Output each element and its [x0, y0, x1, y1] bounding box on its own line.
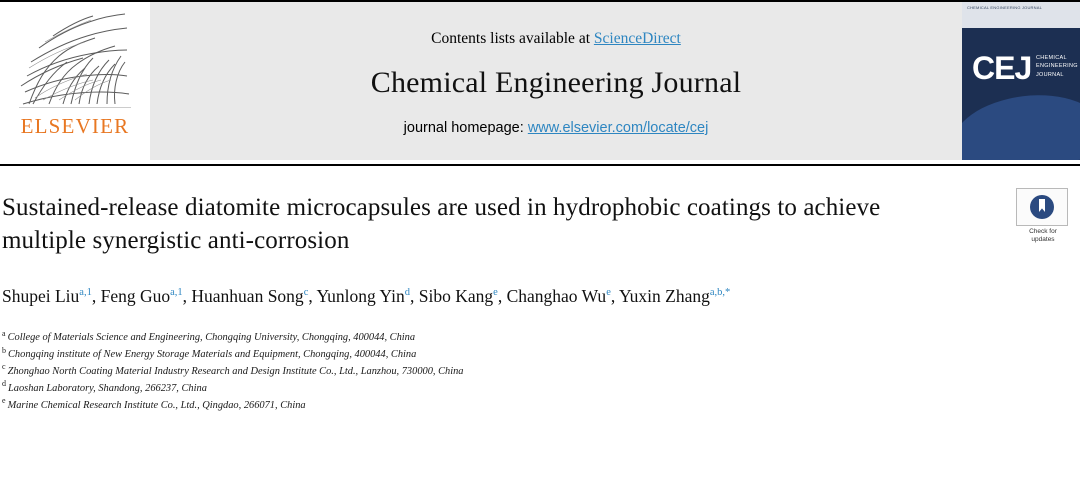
cover-journal-fulltitle: CHEMICAL ENGINEERING JOURNAL	[1036, 55, 1078, 78]
sciencedirect-link[interactable]: ScienceDirect	[593, 30, 681, 47]
author-name: Shupei Liu	[2, 286, 80, 306]
author-affiliation-mark: a,1	[170, 287, 183, 299]
journal-homepage-line	[404, 120, 709, 136]
affiliation-mark: c	[2, 362, 6, 372]
affiliation-item	[2, 381, 1078, 398]
crossmark-badge[interactable]	[1016, 188, 1070, 244]
journal-banner	[150, 2, 962, 160]
author-item	[419, 286, 507, 306]
contents-prefix: Contents lists available at	[431, 30, 594, 47]
author-separator: ,	[410, 286, 419, 306]
author-affiliation-mark: e	[493, 287, 498, 299]
author-item	[316, 286, 418, 306]
author-separator: ,	[182, 286, 192, 306]
author-affiliation-mark: d	[404, 287, 411, 299]
affiliation-mark: b	[2, 345, 6, 355]
affiliation-text: College of Materials Science and Engineering, Chongqing University, Chongqing, 400044, China	[7, 332, 416, 344]
affiliation-mark: d	[2, 379, 6, 389]
affiliation-item	[2, 364, 1078, 381]
affiliation-text: Laoshan Laboratory, Shandong, 266237, China	[8, 382, 207, 394]
journal-cover-thumbnail	[962, 2, 1080, 160]
author-item	[191, 286, 316, 306]
author-affiliation-mark: a,b,*	[709, 287, 731, 299]
homepage-prefix: journal homepage:	[403, 120, 528, 136]
author-separator: ,	[91, 286, 101, 306]
author-name: Huanhuan Song	[191, 286, 304, 306]
crossmark-label	[1016, 228, 1070, 244]
journal-homepage-link[interactable]: www.elsevier.com/locate/cej	[527, 120, 709, 136]
cover-top-strip	[962, 2, 1080, 28]
author-affiliation-mark: c	[303, 287, 309, 299]
cover-journal-abbreviation: CEJ	[972, 50, 1032, 86]
cover-top-strip-text: CHEMICAL ENGINEERING JOURNAL	[967, 5, 1043, 10]
author-separator: ,	[610, 286, 619, 306]
affiliation-item	[2, 347, 1078, 364]
author-affiliation-mark: a,1	[79, 287, 92, 299]
elsevier-tree-icon	[19, 8, 131, 112]
affiliation-text: Marine Chemical Research Institute Co., Ltd., Qingdao, 266071, China	[7, 399, 306, 411]
crossmark-icon	[1030, 195, 1054, 219]
contents-lists-line	[431, 30, 681, 48]
article-title: Sustained-release diatomite microcapsules are used in hydrophobic coatings to achieve multiple synergistic anti-corrosion	[2, 194, 881, 254]
affiliation-mark: e	[2, 396, 6, 406]
author-affiliation-mark: e	[606, 287, 611, 299]
crossmark-box[interactable]	[1016, 188, 1068, 226]
crossmark-label-line1: Check for	[1029, 228, 1057, 235]
affiliation-list	[2, 330, 1078, 414]
affiliation-item	[2, 330, 1078, 347]
affiliation-mark: a	[2, 328, 6, 338]
author-item	[101, 286, 192, 306]
crossmark-label-line2: updates	[1031, 236, 1055, 244]
author-name: Yuxin Zhang	[618, 286, 710, 306]
journal-title: Chemical Engineering Journal	[370, 66, 742, 99]
author-separator: ,	[308, 286, 317, 306]
author-name: Sibo Kang	[418, 286, 494, 306]
elsevier-logo	[0, 2, 150, 160]
affiliation-text: Zhonghao North Coating Material Industry Research and Design Institute Co., Ltd., Lanzhou, 730000, China	[7, 365, 464, 377]
journal-masthead	[0, 0, 1080, 160]
author-item	[507, 286, 619, 306]
author-list	[2, 283, 928, 310]
author-item	[619, 286, 730, 306]
author-separator: ,	[497, 286, 507, 306]
affiliation-text: Chongqing institute of New Energy Storage Materials and Equipment, Chongqing, 400044, China	[8, 348, 417, 360]
author-item	[2, 286, 101, 306]
affiliation-item	[2, 398, 1078, 415]
cover-wave-shape	[962, 87, 1080, 160]
author-name: Yunlong Yin	[316, 286, 405, 306]
elsevier-wordmark: ELSEVIER	[20, 114, 130, 138]
author-name: Changhao Wu	[506, 286, 607, 306]
author-name: Feng Guo	[100, 286, 171, 306]
article-header	[0, 166, 1080, 414]
